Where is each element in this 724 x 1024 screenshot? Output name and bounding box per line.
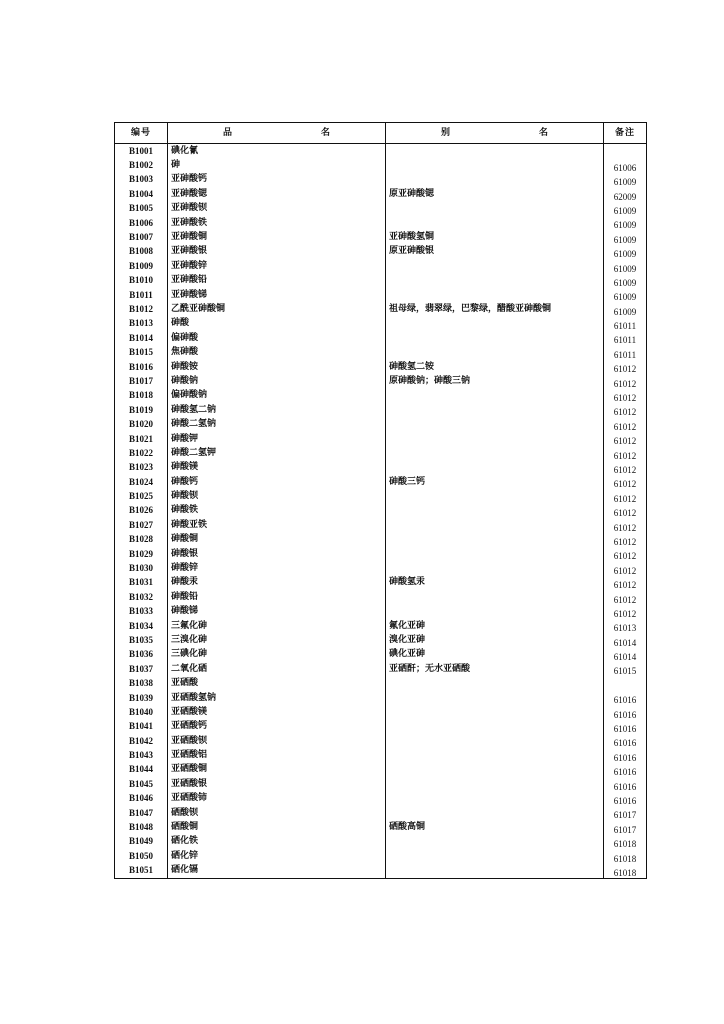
table-row — [115, 216, 647, 230]
cell-note: 61012 — [604, 504, 647, 518]
cell-name: 硒酸铜 — [168, 820, 386, 834]
table-row — [115, 331, 647, 345]
hazmat-table — [114, 122, 647, 879]
cell-name: 偏砷酸 — [168, 331, 386, 345]
cell-name: 亚硒酸铝 — [168, 748, 386, 762]
cell-code: B1025 — [115, 489, 168, 503]
cell-note: 61016 — [604, 792, 647, 806]
cell-code: B1030 — [115, 561, 168, 575]
cell-name: 亚硒酸钡 — [168, 734, 386, 748]
cell-name: 硒化锌 — [168, 849, 386, 863]
table-row — [115, 561, 647, 575]
cell-alias — [386, 561, 604, 575]
cell-note: 61017 — [604, 820, 647, 834]
cell-alias: 原亚砷酸银 — [386, 245, 604, 259]
cell-name: 亚砷酸钡 — [168, 202, 386, 216]
cell-alias — [386, 446, 604, 460]
cell-note: 61016 — [604, 705, 647, 719]
cell-alias: 砷酸三钙 — [386, 475, 604, 489]
cell-alias — [386, 849, 604, 863]
cell-alias — [386, 547, 604, 561]
cell-note: 61009 — [604, 245, 647, 259]
cell-alias: 原砷酸钠；砷酸三钠 — [386, 374, 604, 388]
cell-name: 亚砷酸铅 — [168, 274, 386, 288]
table-row — [115, 389, 647, 403]
table-row — [115, 374, 647, 388]
cell-code: B1003 — [115, 173, 168, 187]
table-row — [115, 676, 647, 690]
cell-name: 砷酸铅 — [168, 590, 386, 604]
cell-note: 61009 — [604, 216, 647, 230]
table-row — [115, 202, 647, 216]
cell-code: B1008 — [115, 245, 168, 259]
cell-alias — [386, 389, 604, 403]
cell-alias — [386, 461, 604, 475]
cell-note: 61012 — [604, 360, 647, 374]
cell-code: B1005 — [115, 202, 168, 216]
cell-code: B1024 — [115, 475, 168, 489]
cell-code: B1044 — [115, 763, 168, 777]
cell-code: B1020 — [115, 417, 168, 431]
cell-alias: 亚砷酸氢铜 — [386, 230, 604, 244]
table-row — [115, 849, 647, 863]
cell-alias — [386, 691, 604, 705]
cell-note: 61012 — [604, 576, 647, 590]
table-row — [115, 158, 647, 172]
table-row — [115, 432, 647, 446]
cell-alias — [386, 734, 604, 748]
cell-name: 亚硒酸氢钠 — [168, 691, 386, 705]
cell-note: 61016 — [604, 720, 647, 734]
cell-note: 61016 — [604, 734, 647, 748]
cell-note: 61016 — [604, 777, 647, 791]
table-row — [115, 245, 647, 259]
table-row — [115, 619, 647, 633]
cell-alias — [386, 590, 604, 604]
cell-alias — [386, 274, 604, 288]
cell-alias — [386, 763, 604, 777]
cell-alias — [386, 777, 604, 791]
table-row — [115, 662, 647, 676]
cell-alias: 亚硒酐；无水亚硒酸 — [386, 662, 604, 676]
table-row — [115, 504, 647, 518]
cell-name: 三溴化砷 — [168, 633, 386, 647]
cell-name: 砷酸锑 — [168, 605, 386, 619]
cell-alias — [386, 403, 604, 417]
cell-alias — [386, 288, 604, 302]
table-row — [115, 820, 647, 834]
cell-alias: 碘化亚砷 — [386, 648, 604, 662]
table-row — [115, 518, 647, 532]
cell-code: B1017 — [115, 374, 168, 388]
cell-name: 砷酸亚铁 — [168, 518, 386, 532]
cell-name: 砷酸二氢钠 — [168, 417, 386, 431]
cell-code: B1016 — [115, 360, 168, 374]
cell-note: 61009 — [604, 173, 647, 187]
cell-code: B1027 — [115, 518, 168, 532]
header-code: 编号 — [115, 123, 168, 144]
cell-code: B1015 — [115, 345, 168, 359]
cell-code: B1011 — [115, 288, 168, 302]
cell-note: 61011 — [604, 331, 647, 345]
table-row — [115, 576, 647, 590]
cell-alias — [386, 173, 604, 187]
table-row — [115, 590, 647, 604]
cell-note: 61009 — [604, 288, 647, 302]
cell-note: 61012 — [604, 432, 647, 446]
cell-name: 砷酸银 — [168, 547, 386, 561]
cell-name: 砷酸钡 — [168, 489, 386, 503]
cell-code: B1038 — [115, 676, 168, 690]
cell-note: 61012 — [604, 374, 647, 388]
cell-alias: 溴化亚砷 — [386, 633, 604, 647]
cell-code: B1021 — [115, 432, 168, 446]
cell-alias: 原亚砷酸锶 — [386, 187, 604, 201]
cell-note — [604, 676, 647, 690]
cell-code: B1013 — [115, 317, 168, 331]
table-row — [115, 734, 647, 748]
table-row — [115, 230, 647, 244]
cell-alias — [386, 864, 604, 879]
cell-code: B1036 — [115, 648, 168, 662]
cell-note: 61012 — [604, 403, 647, 417]
cell-note: 61015 — [604, 662, 647, 676]
cell-alias: 砷酸氢二铵 — [386, 360, 604, 374]
cell-note: 61014 — [604, 648, 647, 662]
table-row — [115, 144, 647, 159]
cell-note: 61016 — [604, 748, 647, 762]
cell-name: 砷酸钙 — [168, 475, 386, 489]
table-row — [115, 806, 647, 820]
header-name: 品 名 — [168, 123, 386, 144]
table-row — [115, 446, 647, 460]
cell-alias — [386, 705, 604, 719]
cell-note: 61009 — [604, 259, 647, 273]
table-row — [115, 345, 647, 359]
cell-note: 61012 — [604, 389, 647, 403]
cell-code: B1041 — [115, 720, 168, 734]
cell-name: 亚砷酸铁 — [168, 216, 386, 230]
cell-note: 61012 — [604, 475, 647, 489]
cell-alias — [386, 259, 604, 273]
table-row — [115, 777, 647, 791]
table-row — [115, 792, 647, 806]
cell-note: 61011 — [604, 345, 647, 359]
cell-name: 砷酸 — [168, 317, 386, 331]
table-row — [115, 302, 647, 316]
cell-note: 61016 — [604, 691, 647, 705]
cell-name: 亚砷酸钙 — [168, 173, 386, 187]
cell-code: B1002 — [115, 158, 168, 172]
cell-name: 硒酸钡 — [168, 806, 386, 820]
cell-code: B1031 — [115, 576, 168, 590]
cell-code: B1047 — [115, 806, 168, 820]
cell-code: B1051 — [115, 864, 168, 879]
cell-name: 亚砷酸锌 — [168, 259, 386, 273]
cell-name: 砷酸钾 — [168, 432, 386, 446]
cell-name: 砷酸镁 — [168, 461, 386, 475]
cell-alias: 祖母绿，翡翠绿，巴黎绿，醋酸亚砷酸铜 — [386, 302, 604, 316]
cell-code: B1004 — [115, 187, 168, 201]
cell-note: 61012 — [604, 489, 647, 503]
cell-code: B1001 — [115, 144, 168, 159]
cell-alias — [386, 216, 604, 230]
cell-name: 砷酸铜 — [168, 533, 386, 547]
cell-note: 61012 — [604, 561, 647, 575]
cell-code: B1040 — [115, 705, 168, 719]
cell-alias — [386, 144, 604, 159]
cell-code: B1043 — [115, 748, 168, 762]
cell-name: 三碘化砷 — [168, 648, 386, 662]
cell-name: 乙酰亚砷酸铜 — [168, 302, 386, 316]
cell-alias — [386, 432, 604, 446]
cell-name: 亚砷酸锑 — [168, 288, 386, 302]
cell-name: 硒化镉 — [168, 864, 386, 879]
cell-alias — [386, 158, 604, 172]
cell-code: B1032 — [115, 590, 168, 604]
header-row — [115, 123, 647, 144]
cell-code: B1028 — [115, 533, 168, 547]
table-row — [115, 748, 647, 762]
table-row — [115, 633, 647, 647]
table-header — [115, 123, 647, 144]
cell-note: 61009 — [604, 302, 647, 316]
cell-code: B1023 — [115, 461, 168, 475]
table-row — [115, 547, 647, 561]
cell-note: 61009 — [604, 274, 647, 288]
cell-code: B1046 — [115, 792, 168, 806]
table-body — [115, 144, 647, 879]
cell-note: 61012 — [604, 518, 647, 532]
cell-note: 61012 — [604, 461, 647, 475]
cell-name: 亚硒酸铈 — [168, 792, 386, 806]
cell-note: 61018 — [604, 835, 647, 849]
table-row — [115, 648, 647, 662]
table-row — [115, 705, 647, 719]
table-row — [115, 605, 647, 619]
header-alias: 别 名 — [386, 123, 604, 144]
table-row — [115, 187, 647, 201]
table-row — [115, 864, 647, 879]
cell-name: 亚砷酸铜 — [168, 230, 386, 244]
cell-note: 61018 — [604, 864, 647, 879]
cell-name: 碘化氰 — [168, 144, 386, 159]
table-row — [115, 173, 647, 187]
cell-code: B1049 — [115, 835, 168, 849]
table-row — [115, 317, 647, 331]
cell-code: B1039 — [115, 691, 168, 705]
cell-name: 亚硒酸银 — [168, 777, 386, 791]
table-row — [115, 763, 647, 777]
cell-note: 61012 — [604, 590, 647, 604]
table-row — [115, 259, 647, 273]
cell-alias — [386, 489, 604, 503]
table-row — [115, 691, 647, 705]
cell-alias — [386, 748, 604, 762]
cell-alias — [386, 835, 604, 849]
table-row — [115, 475, 647, 489]
cell-code: B1029 — [115, 547, 168, 561]
cell-name: 亚硒酸铜 — [168, 763, 386, 777]
cell-code: B1006 — [115, 216, 168, 230]
cell-note: 61016 — [604, 763, 647, 777]
cell-alias: 氟化亚砷 — [386, 619, 604, 633]
cell-alias — [386, 202, 604, 216]
cell-note: 61006 — [604, 158, 647, 172]
cell-name: 砷酸铁 — [168, 504, 386, 518]
table-row — [115, 835, 647, 849]
cell-note: 61012 — [604, 417, 647, 431]
cell-alias — [386, 504, 604, 518]
cell-name: 砷酸二氢钾 — [168, 446, 386, 460]
cell-code: B1022 — [115, 446, 168, 460]
cell-code: B1045 — [115, 777, 168, 791]
cell-note: 61012 — [604, 533, 647, 547]
table-row — [115, 489, 647, 503]
cell-code: B1050 — [115, 849, 168, 863]
cell-note: 61009 — [604, 230, 647, 244]
cell-code: B1048 — [115, 820, 168, 834]
cell-code: B1026 — [115, 504, 168, 518]
cell-alias — [386, 792, 604, 806]
cell-alias — [386, 417, 604, 431]
cell-code: B1012 — [115, 302, 168, 316]
cell-name: 硒化铁 — [168, 835, 386, 849]
cell-note: 61012 — [604, 446, 647, 460]
cell-name: 偏砷酸钠 — [168, 389, 386, 403]
cell-name: 砷酸锌 — [168, 561, 386, 575]
cell-name: 亚硒酸钙 — [168, 720, 386, 734]
cell-note: 61012 — [604, 605, 647, 619]
cell-alias — [386, 518, 604, 532]
cell-note — [604, 144, 647, 159]
table-row — [115, 720, 647, 734]
table-row — [115, 360, 647, 374]
cell-note: 61012 — [604, 547, 647, 561]
cell-code: B1034 — [115, 619, 168, 633]
cell-alias — [386, 533, 604, 547]
cell-code: B1033 — [115, 605, 168, 619]
cell-name: 二氧化硒 — [168, 662, 386, 676]
cell-name: 砷酸钠 — [168, 374, 386, 388]
cell-name: 砷 — [168, 158, 386, 172]
cell-name: 砷酸氢二钠 — [168, 403, 386, 417]
cell-name: 砷酸铵 — [168, 360, 386, 374]
cell-alias: 砷酸氢汞 — [386, 576, 604, 590]
cell-name: 亚硒酸镁 — [168, 705, 386, 719]
cell-note: 61013 — [604, 619, 647, 633]
cell-alias — [386, 720, 604, 734]
table-row — [115, 403, 647, 417]
cell-note: 61017 — [604, 806, 647, 820]
cell-name: 亚砷酸锶 — [168, 187, 386, 201]
cell-code: B1009 — [115, 259, 168, 273]
table-row — [115, 274, 647, 288]
cell-alias — [386, 317, 604, 331]
cell-note: 61014 — [604, 633, 647, 647]
table-row — [115, 533, 647, 547]
cell-alias — [386, 331, 604, 345]
cell-name: 亚砷酸银 — [168, 245, 386, 259]
cell-name: 亚硒酸 — [168, 676, 386, 690]
cell-code: B1019 — [115, 403, 168, 417]
cell-note: 61018 — [604, 849, 647, 863]
cell-code: B1042 — [115, 734, 168, 748]
cell-alias — [386, 605, 604, 619]
cell-code: B1018 — [115, 389, 168, 403]
cell-name: 三氟化砷 — [168, 619, 386, 633]
cell-code: B1037 — [115, 662, 168, 676]
cell-note: 62009 — [604, 187, 647, 201]
cell-alias: 硒酸高铜 — [386, 820, 604, 834]
cell-code: B1014 — [115, 331, 168, 345]
table-row — [115, 288, 647, 302]
table-row — [115, 417, 647, 431]
cell-note: 61011 — [604, 317, 647, 331]
cell-alias — [386, 676, 604, 690]
cell-name: 砷酸汞 — [168, 576, 386, 590]
cell-code: B1035 — [115, 633, 168, 647]
table-row — [115, 461, 647, 475]
cell-alias — [386, 806, 604, 820]
cell-name: 焦砷酸 — [168, 345, 386, 359]
header-note: 备注 — [604, 123, 647, 144]
cell-code: B1007 — [115, 230, 168, 244]
cell-code: B1010 — [115, 274, 168, 288]
cell-alias — [386, 345, 604, 359]
cell-note: 61009 — [604, 202, 647, 216]
